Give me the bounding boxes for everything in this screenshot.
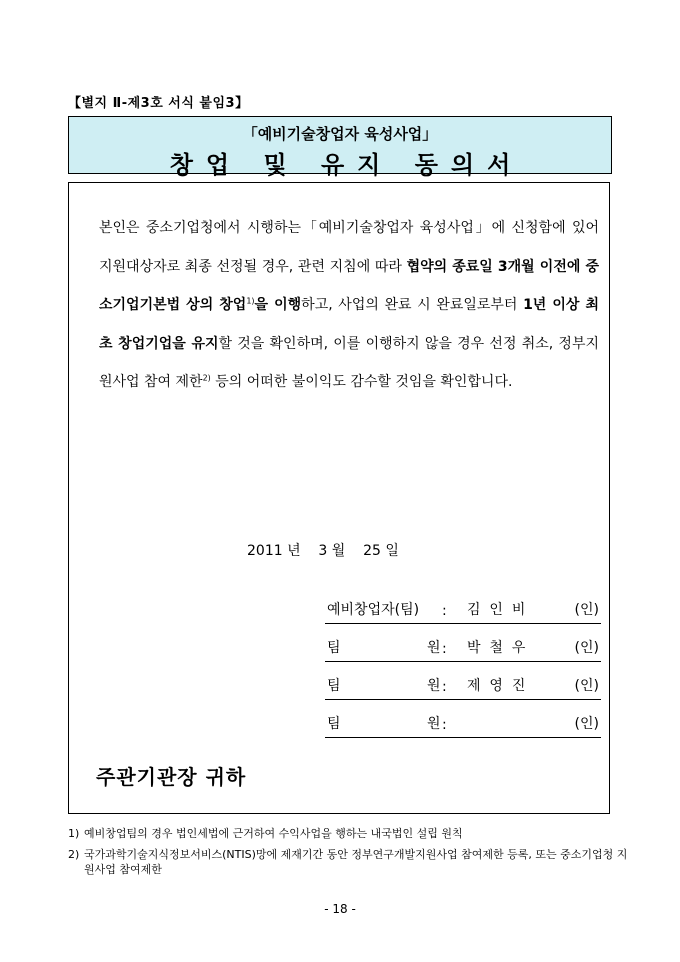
statement-part: 하고, 사업의 완료 시 완료일로부터 <box>301 297 524 313</box>
statement-part: 등의 어떠한 불이익도 감수할 것임을 확인합니다. <box>210 374 513 390</box>
footnote-number: 1) <box>68 827 80 840</box>
footnotes <box>68 826 628 877</box>
statement-part: 할 것을 확인하며, 이를 이행하지 않을 경우 선정 취소, 정부지원사업 참여 제한 <box>99 335 599 390</box>
footnote <box>68 826 628 841</box>
signature-row <box>325 667 601 700</box>
addressee: 주관기관장 귀하 <box>96 765 247 789</box>
signer-role: 예비창업자(팀) <box>327 602 420 618</box>
seal-mark: (인) <box>574 602 599 618</box>
signature-row <box>325 705 601 738</box>
colon: : <box>442 603 447 619</box>
title-box <box>68 116 612 179</box>
form-reference: 【별지 Ⅱ-제3호 서식 붙임3】 <box>68 96 249 111</box>
signer-role-suffix: 원 <box>427 678 441 694</box>
signer-name: 박 철 우 <box>467 640 526 656</box>
footnote-text: 예비창업팀의 경우 법인세법에 근거하여 수익사업을 행하는 내국법인 설립 원칙 <box>84 827 463 840</box>
consent-form-body <box>68 182 610 814</box>
colon: : <box>442 717 447 733</box>
consent-statement <box>81 209 599 402</box>
seal-mark: (인) <box>574 678 599 694</box>
colon: : <box>442 641 447 657</box>
page-number: - 18 - <box>324 902 356 916</box>
signature-row <box>325 629 601 662</box>
signer-role: 팀 <box>327 678 341 694</box>
footnote-ref-1: 1) <box>246 296 255 306</box>
footnote-number: 2) <box>68 848 80 861</box>
seal-mark: (인) <box>574 640 599 656</box>
footnote-text: 국가과학기술지식정보서비스(NTIS)망에 제재기간 동안 정부연구개발지원사업 참여제한 등록, 또는 중소기업청 지원사업 참여제한 <box>84 848 628 876</box>
signer-role-suffix: 원 <box>427 716 441 732</box>
signer-role: 팀 <box>327 640 341 656</box>
statement-bold-part: 을 이행 <box>254 297 302 313</box>
seal-mark: (인) <box>574 716 599 732</box>
document-title: 창업 및 유지 동의서 <box>169 151 524 179</box>
signer-role-suffix: 원 <box>427 640 441 656</box>
colon: : <box>442 679 447 695</box>
signing-date: 2011 년 3 월 25 일 <box>247 543 399 559</box>
signer-name: 제 영 진 <box>467 678 526 694</box>
program-title: 「예비기술창업자 육성사업」 <box>242 125 438 143</box>
statement-part: 본인은 중소기업청에서 시행하는「예비기술창업자 육성사업」에 신청함에 있어 지원대상자로 최종 선정될 경우, 관련 지침에 따라 <box>99 220 599 275</box>
footnote <box>68 847 628 877</box>
statement-bold-part: 1년 이상 최초 창업기업을 유지 <box>99 297 599 352</box>
signer-name: 김 인 비 <box>467 602 526 618</box>
statement-bold-part: 협약의 종료일 3개월 이전에 중소기업기본법 상의 창업 <box>99 258 599 313</box>
signer-role: 팀 <box>327 716 341 732</box>
footnote-ref-2: 2) <box>202 373 211 383</box>
signature-table <box>325 591 601 738</box>
signature-row <box>325 591 601 624</box>
